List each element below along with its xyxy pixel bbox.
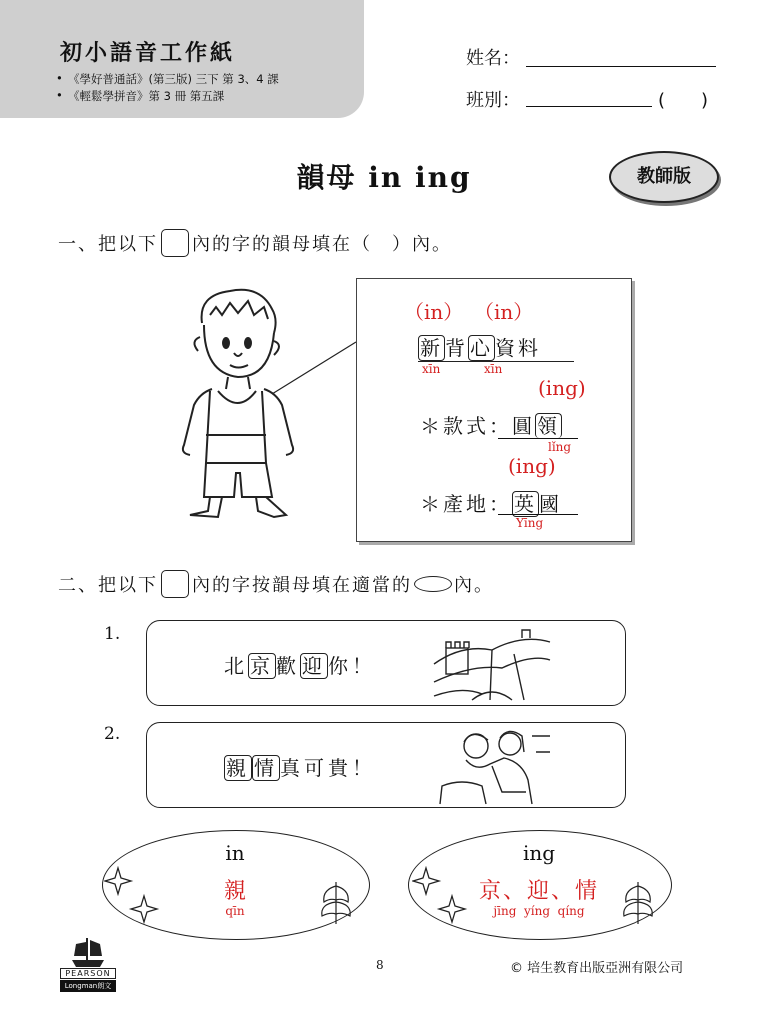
card-row-2-underline: [498, 438, 578, 439]
textbook-reference-1: • 《學好普通話》(第三版) 三下 第 3、4 課: [68, 71, 279, 87]
section2-instruction-suffix: 內的字按韻母填在適當的: [192, 575, 412, 596]
name-field[interactable]: [526, 66, 716, 67]
page-number: 8: [376, 958, 384, 972]
card-style-label: ＊款式：圓: [420, 414, 535, 438]
section1-instruction-suffix: 內的字的韻母填在（ ）內。: [192, 234, 452, 255]
oval-in-pinyin: qīn: [225, 904, 245, 918]
oval-ing-title: ing: [522, 841, 556, 865]
item-1-sentence: [224, 650, 376, 679]
page-title: 韻母 in ing: [296, 161, 472, 194]
item-2-number: 2.: [104, 724, 121, 744]
item-2-sentence: [224, 752, 376, 781]
sparkle-icon: [412, 866, 472, 926]
answer-in-2: （in）: [474, 300, 534, 324]
card-char-guo: 國: [539, 492, 562, 516]
item-1-char-ni: 你！: [328, 654, 376, 678]
oval-in-answer: 親: [223, 879, 246, 904]
boxed-char-jing: 京: [250, 654, 274, 678]
answer-ing-2: (ing): [508, 454, 556, 478]
oval-ing-answer: 京、迎、情: [478, 879, 599, 904]
card-char-bei: 背: [445, 336, 468, 360]
section1-instruction: [58, 229, 452, 257]
boxed-char-ling: 領: [537, 414, 560, 438]
class-field[interactable]: [526, 106, 652, 107]
item-1-number: 1.: [104, 624, 121, 644]
square-box-icon: [161, 229, 189, 257]
pearson-logo-text: PEARSON: [60, 968, 116, 979]
item-1-box: [146, 620, 626, 706]
sparkle-icon: [104, 866, 164, 926]
class-label: 班別：: [466, 90, 520, 111]
pinyin-xin-2: xīn: [484, 362, 503, 376]
item-1-char-bei: 北: [224, 654, 248, 678]
boxed-char-qing: 情: [254, 756, 278, 780]
worksheet-title: 初小語音工作紙: [60, 40, 236, 66]
leaf-icon: [316, 876, 356, 926]
boxed-char-qin: 親: [226, 756, 250, 780]
boxed-char-xin-2: 心: [470, 336, 493, 360]
item-2-text: 真可貴！: [280, 756, 376, 780]
pinyin-xin-1: xīn: [422, 362, 441, 376]
boxed-char-ying: 英: [514, 492, 537, 516]
section1-instruction-prefix: 一、把以下: [58, 234, 158, 255]
class-number-field[interactable]: ( ): [658, 90, 709, 111]
great-wall-illustration: [432, 624, 552, 702]
answer-ing-1: (ing): [538, 376, 586, 400]
answer-in-1: （in）: [404, 300, 464, 324]
textbook-reference-2: • 《輕鬆學拼音》第 3 冊 第五課: [68, 88, 224, 104]
pearson-ship-logo-icon: [66, 936, 110, 970]
pointer-line: [270, 338, 360, 398]
card-row-1: [418, 332, 574, 362]
card-origin-label: ＊產地：: [420, 492, 512, 516]
family-illustration: [432, 722, 552, 806]
item-2-box: [146, 722, 626, 808]
boy-illustration: [160, 285, 360, 520]
card-row-3: [420, 488, 562, 517]
teacher-version-badge: 教師版: [609, 151, 719, 203]
oval-shape-icon: [414, 576, 452, 592]
pinyin-ling: lǐng: [548, 440, 572, 454]
section2-instruction: [58, 570, 494, 598]
leaf-icon: [618, 876, 658, 926]
card-row-2: [420, 410, 562, 439]
square-box-icon: [161, 570, 189, 598]
oval-ing-pinyin: jīng yíng qíng: [493, 904, 585, 918]
name-label: 姓名：: [466, 48, 520, 69]
section2-instruction-prefix: 二、把以下: [58, 575, 158, 596]
card-row-3-underline: [498, 514, 578, 515]
item-1-char-huan: 歡: [276, 654, 300, 678]
pinyin-ying: Yīng: [516, 516, 544, 530]
card-text-ziliao: 資料: [495, 336, 541, 360]
oval-in-title: in: [225, 841, 245, 865]
copyright-notice: © 培生教育出版亞洲有限公司: [510, 961, 684, 976]
boxed-char-xin-1: 新: [420, 336, 443, 360]
boxed-char-ying-2: 迎: [302, 654, 326, 678]
section2-instruction-end: 內。: [454, 575, 494, 596]
longman-logo-text: Longman朗文: [60, 980, 116, 992]
